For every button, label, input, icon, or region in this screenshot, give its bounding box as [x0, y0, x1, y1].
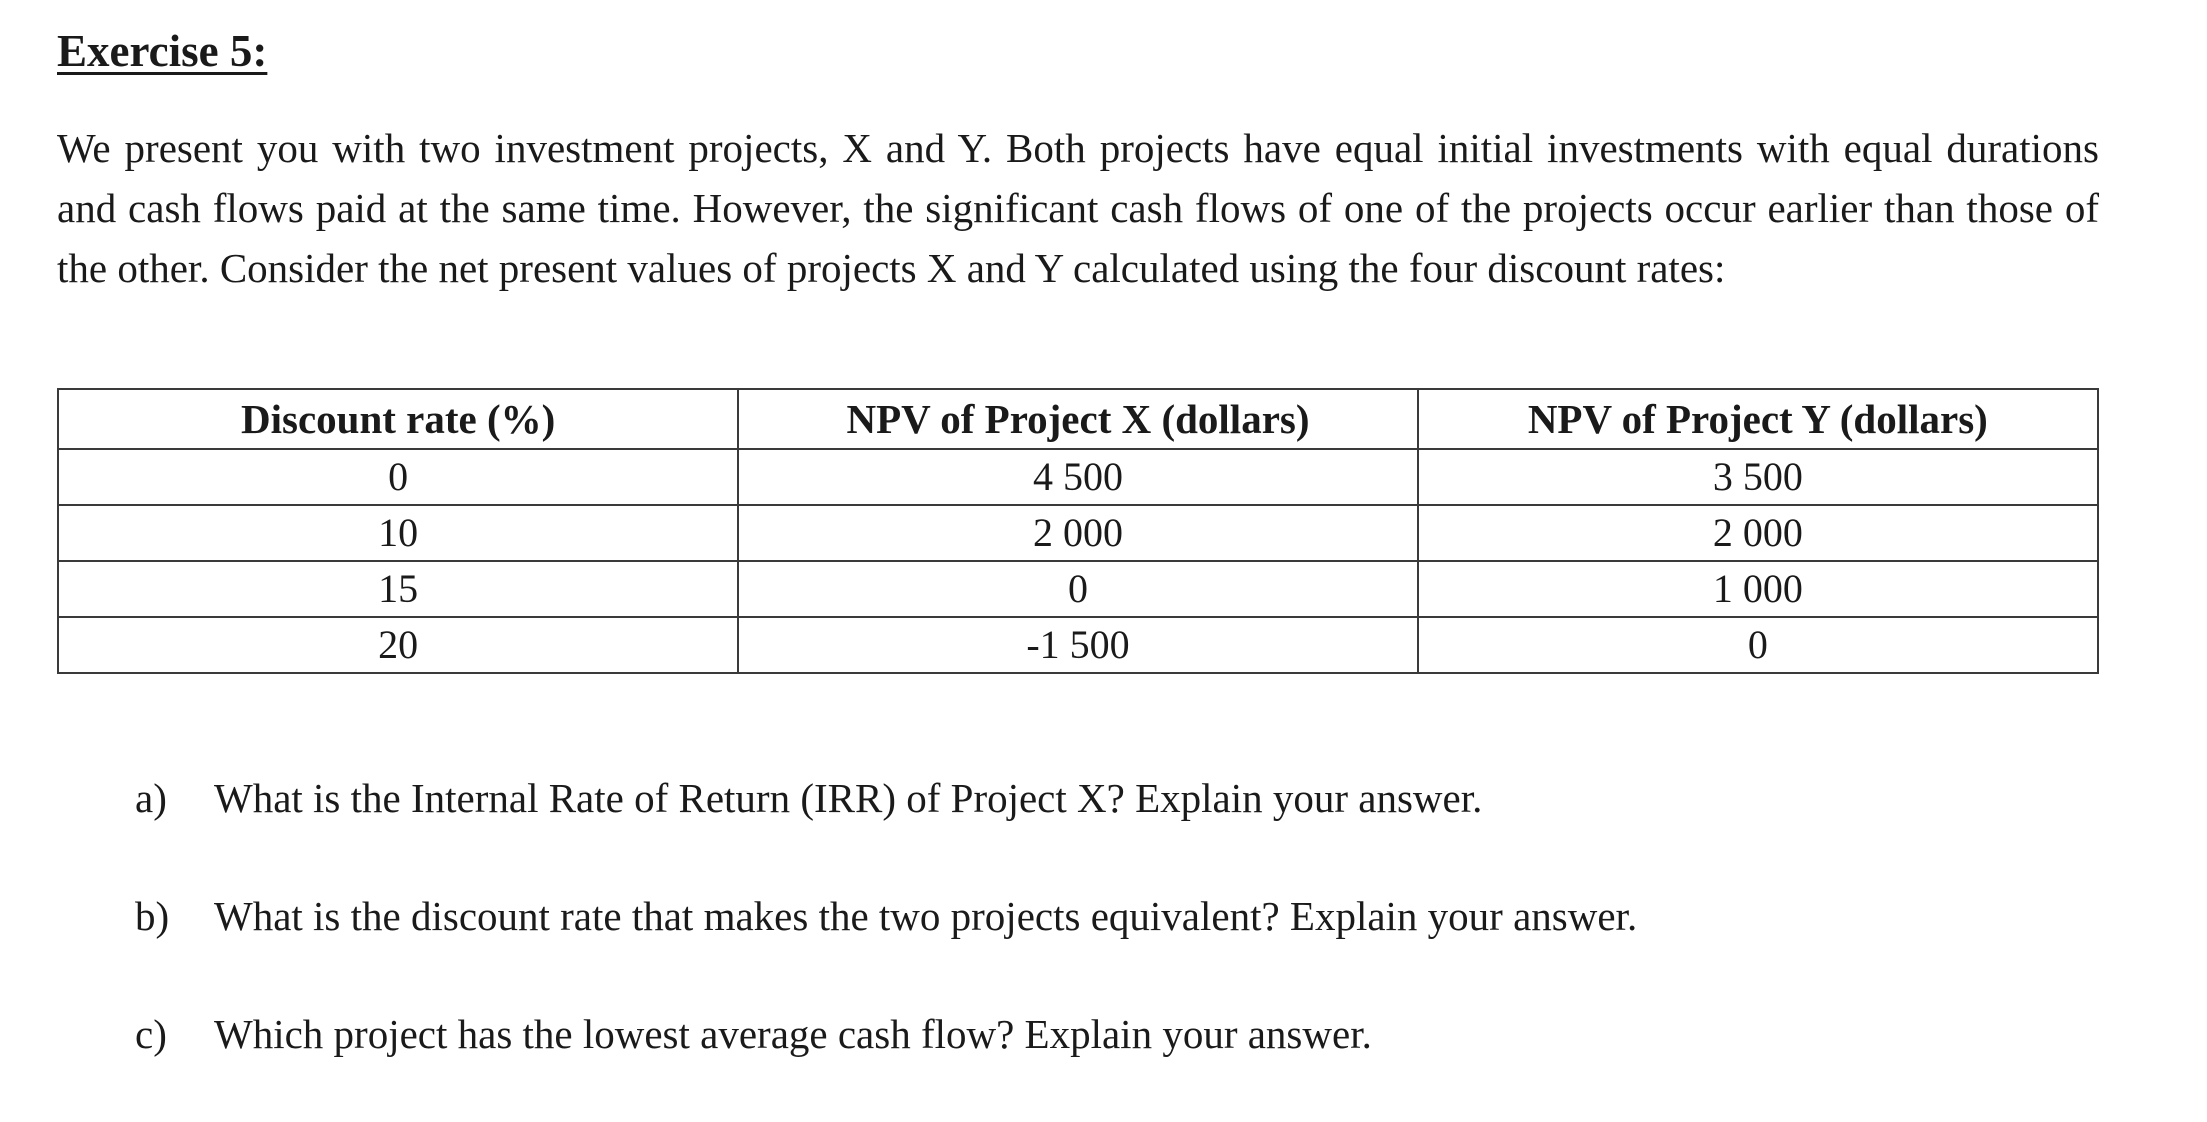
- table-row: [58, 449, 2098, 505]
- table-header-row: [58, 389, 2098, 449]
- question-text: What is the Internal Rate of Return (IRR) of Project X? Explain your answer.: [214, 775, 1483, 821]
- header-npv-project-x: NPV of Project X (dollars): [738, 389, 1417, 449]
- npv-table: [57, 388, 2099, 674]
- table-row: [58, 505, 2098, 561]
- discount-rate-cell: 0: [58, 449, 738, 505]
- table-row: [58, 617, 2098, 673]
- question-marker: b): [135, 893, 170, 939]
- exercise-title: Exercise 5:: [57, 26, 268, 76]
- npv-x-cell: 2 000: [738, 505, 1417, 561]
- discount-rate-cell: 20: [58, 617, 738, 673]
- npv-x-cell: 4 500: [738, 449, 1417, 505]
- header-discount-rate: Discount rate (%): [58, 389, 738, 449]
- npv-x-cell: -1 500: [738, 617, 1417, 673]
- question-marker: a): [135, 775, 167, 821]
- question-b: [135, 886, 2095, 1004]
- npv-y-cell: 0: [1418, 617, 2098, 673]
- question-text: What is the discount rate that makes the two projects equivalent? Explain your answer.: [214, 893, 1638, 939]
- table-row: [58, 561, 2098, 617]
- npv-y-cell: 1 000: [1418, 561, 2098, 617]
- discount-rate-cell: 10: [58, 505, 738, 561]
- question-a: [135, 768, 2095, 886]
- exercise-intro: We present you with two investment projects, X and Y. Both projects have equal initial investments with equal durations and cash flows paid at the same time. However, the significant cash flows of one of the projects occur earlier than those of the other. Consider the net present values of projects X and Y calculated using the four discount rates:: [57, 125, 2099, 291]
- question-marker: c): [135, 1011, 167, 1057]
- npv-y-cell: 3 500: [1418, 449, 2098, 505]
- header-npv-project-y: NPV of Project Y (dollars): [1418, 389, 2098, 449]
- question-c: [135, 1004, 2095, 1122]
- npv-x-cell: 0: [738, 561, 1417, 617]
- question-text: Which project has the lowest average cash flow? Explain your answer.: [214, 1011, 1372, 1057]
- discount-rate-cell: 15: [58, 561, 738, 617]
- question-list: [135, 768, 2095, 1122]
- npv-y-cell: 2 000: [1418, 505, 2098, 561]
